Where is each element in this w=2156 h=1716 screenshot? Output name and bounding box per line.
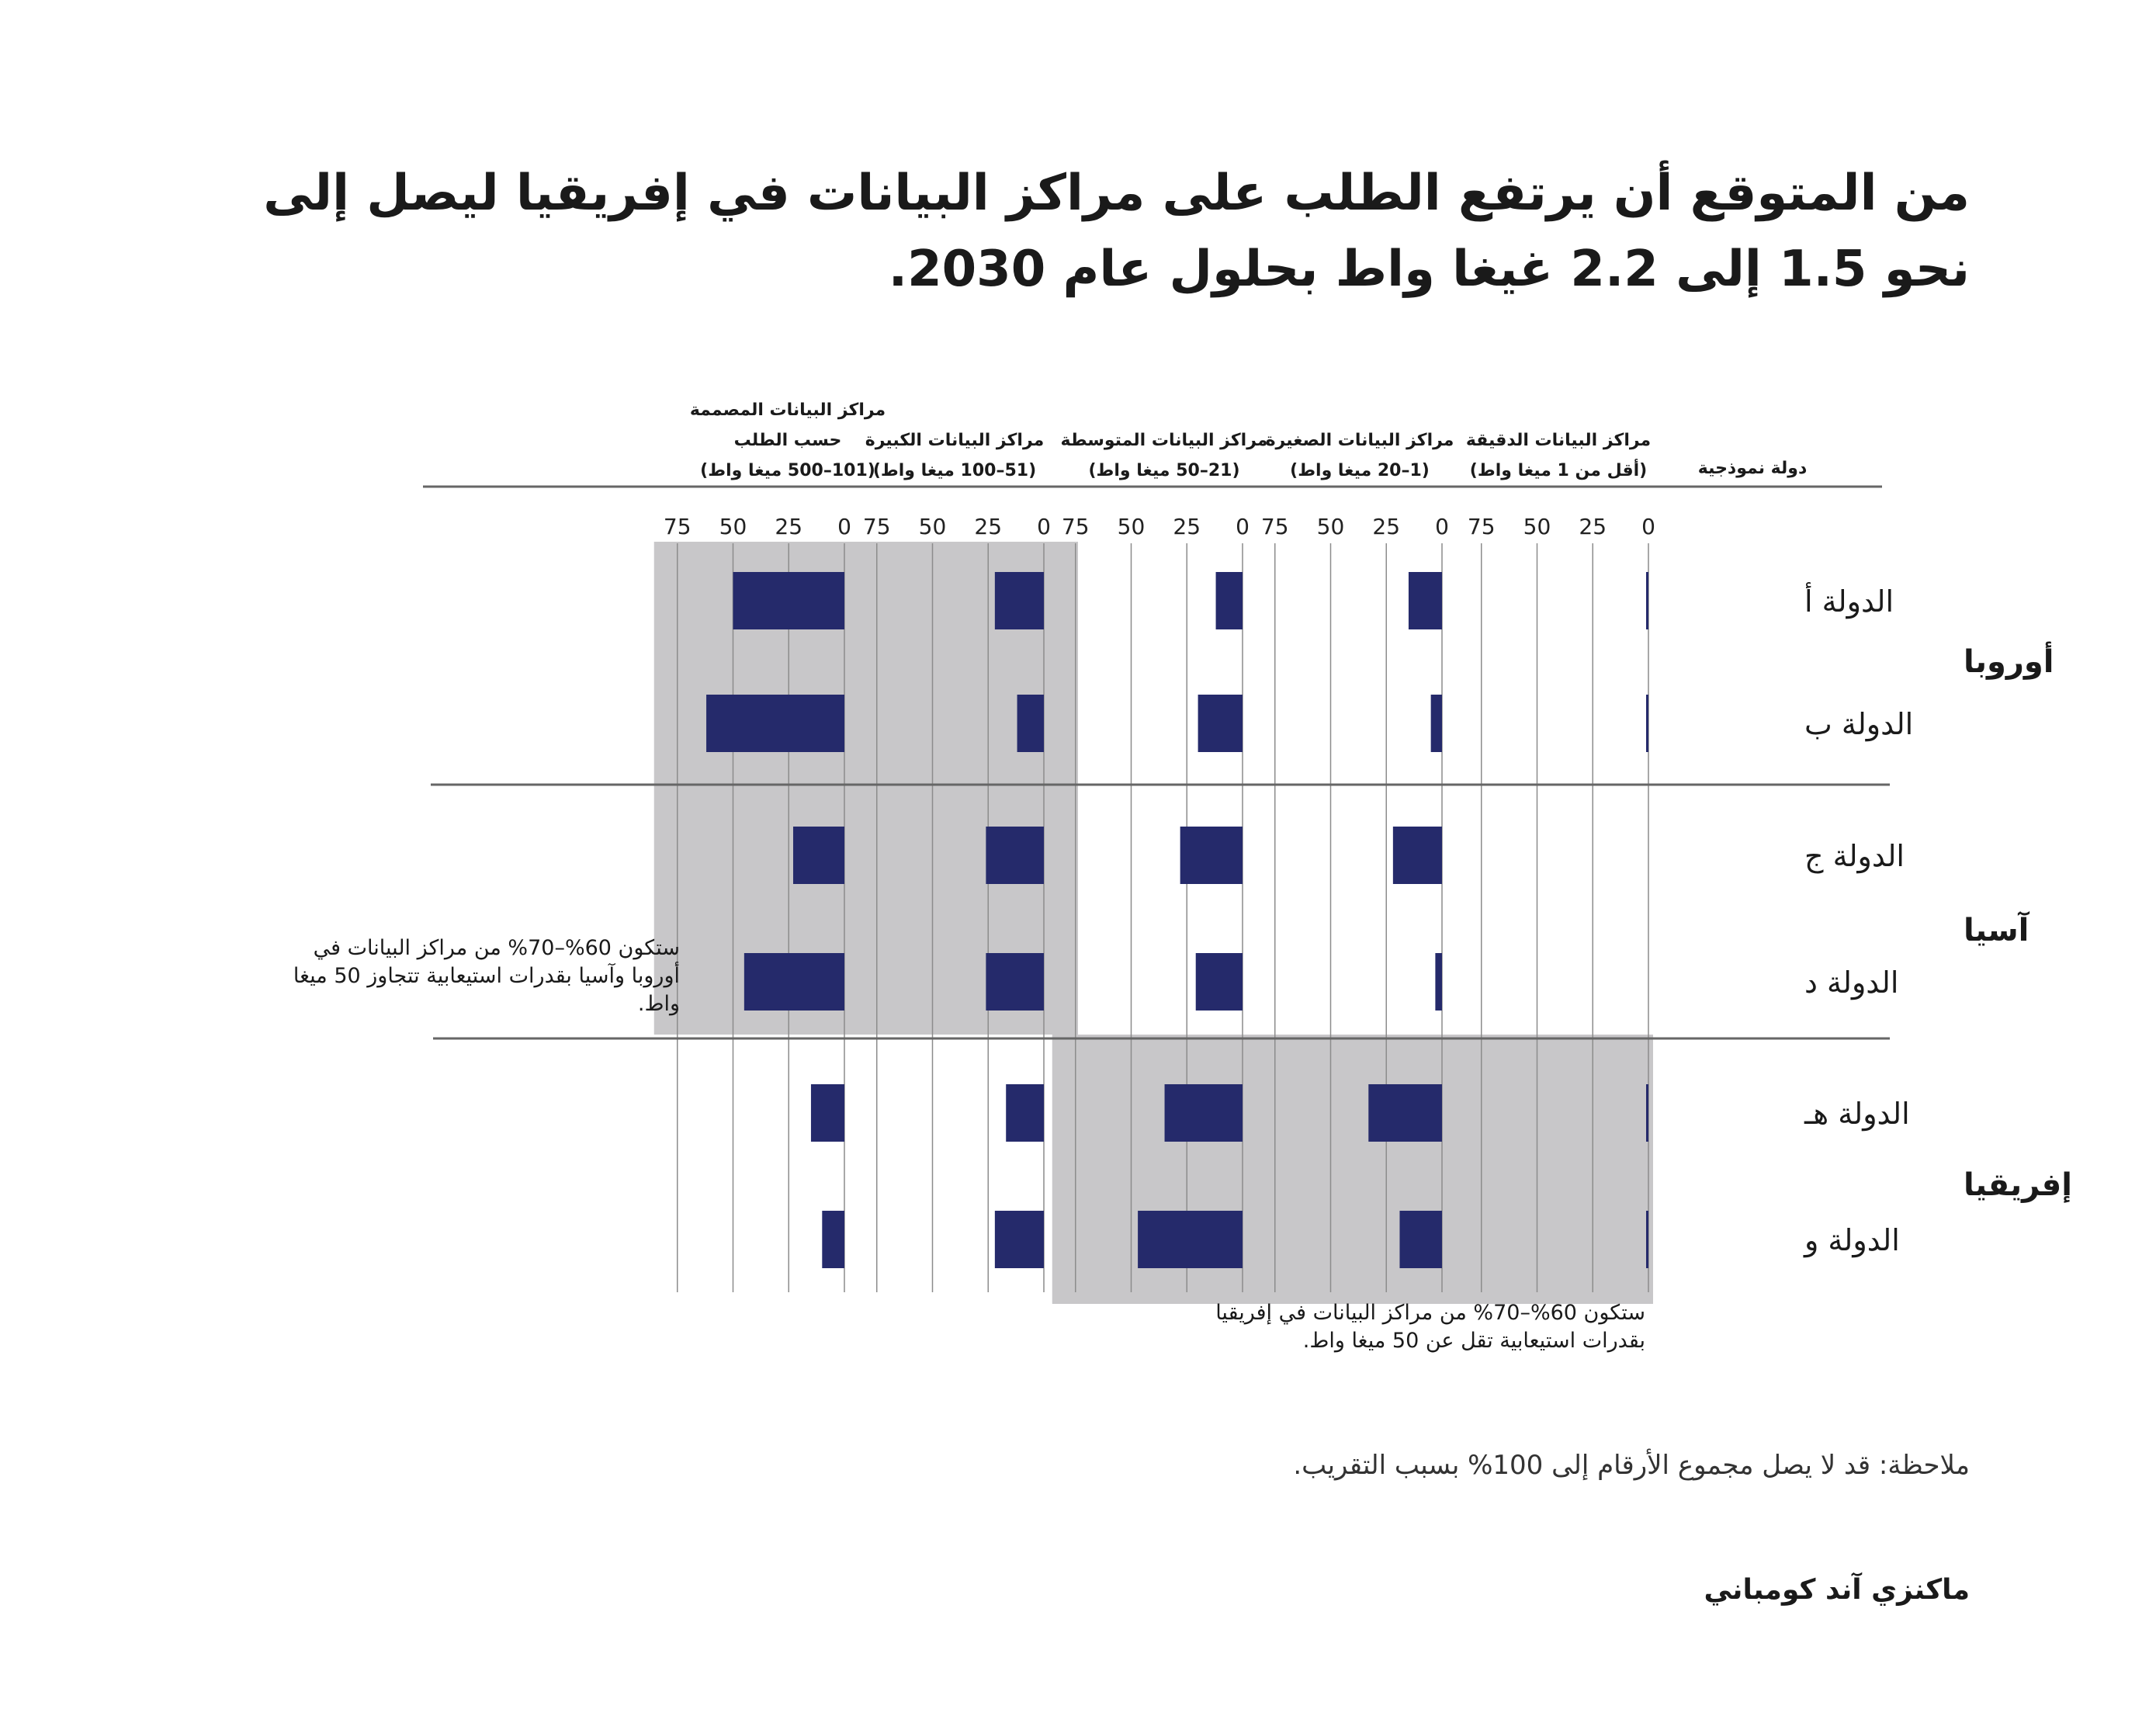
bar xyxy=(1399,1211,1442,1268)
bar xyxy=(1393,827,1442,884)
tick-label: 50 xyxy=(1316,514,1345,539)
country-label: الدولة د xyxy=(1804,965,1899,1000)
bar xyxy=(1017,695,1044,752)
region-label: آسيا xyxy=(1964,913,2029,948)
bar xyxy=(1646,695,1648,752)
bar xyxy=(1646,572,1648,629)
tick-label: 50 xyxy=(719,514,747,539)
row-header: دولة نموذجية xyxy=(1697,459,1808,478)
panel-header: مراكز البيانات الكبيرة xyxy=(865,431,1045,450)
annotation-africa: ستكون 60%–70% من مراكز البيانات في إفريقيا بقدرات استيعابية تقل عن 50 ميغا واط. xyxy=(1215,1301,1645,1353)
panel-header: (1–20 ميغا واط) xyxy=(1290,461,1430,480)
country-label: الدولة ب xyxy=(1804,707,1914,741)
bar xyxy=(1006,1084,1044,1142)
tick-label: 0 xyxy=(1435,514,1449,539)
bar xyxy=(706,695,844,752)
panel-header: (51–100 ميغا واط) xyxy=(872,461,1037,480)
region-label: إفريقيا xyxy=(1964,1167,2072,1203)
bar xyxy=(1431,695,1442,752)
bar xyxy=(986,827,1044,884)
tick-label: 75 xyxy=(862,514,891,539)
highlight-region xyxy=(1458,1035,1653,1304)
chart-note: ملاحظة: قد لا يصل مجموع الأرقام إلى 100% بسبب التقريب. xyxy=(1293,1450,1970,1481)
bar xyxy=(1435,953,1442,1011)
bar xyxy=(1646,1084,1648,1142)
bar xyxy=(1196,953,1243,1011)
source-label: ماكنزي آند كومباني xyxy=(1704,1574,1970,1606)
panel-header: حسب الطلب xyxy=(733,431,842,450)
tick-label: 25 xyxy=(1579,514,1607,539)
tick-label: 25 xyxy=(974,514,1003,539)
bar xyxy=(811,1084,844,1142)
region-label: أوروبا xyxy=(1964,644,2054,680)
tick-label: 25 xyxy=(775,514,803,539)
bar xyxy=(1198,695,1243,752)
bar xyxy=(822,1211,844,1268)
country-label: الدولة ج xyxy=(1804,839,1905,873)
tick-label: 0 xyxy=(837,514,851,539)
panel-header: مراكز البيانات المصممة xyxy=(689,400,886,420)
country-label: الدولة و xyxy=(1804,1223,1900,1257)
bar xyxy=(1180,827,1243,884)
chart-title: من المتوقع أن يرتفع الطلب على مراكز البيانات في إفريقيا ليصل إلى نحو 1.5 إلى 2.2 غيغا واط بحلول عام 2030. xyxy=(263,165,1970,298)
panel-header: مراكز البيانات المتوسطة xyxy=(1060,431,1268,450)
tick-label: 75 xyxy=(1260,514,1289,539)
bar xyxy=(1368,1084,1442,1142)
annotation-europe-asia: ستكون 60%–70% من مراكز البيانات في أوروبا وآسيا بقدرات استيعابية تتجاوز 50 ميغا واط. xyxy=(293,936,680,1016)
country-label: الدولة أ xyxy=(1804,584,1894,619)
tick-label: 25 xyxy=(1173,514,1201,539)
country-label: الدولة هـ xyxy=(1804,1097,1910,1131)
bar xyxy=(995,1211,1044,1268)
highlight-blocks xyxy=(654,542,1653,1304)
tick-label: 75 xyxy=(1061,514,1090,539)
tick-label: 0 xyxy=(1236,514,1250,539)
tick-label: 25 xyxy=(1372,514,1401,539)
tick-label: 50 xyxy=(918,514,947,539)
bar xyxy=(1216,572,1243,629)
bar xyxy=(1646,1211,1648,1268)
panel-header: مراكز البيانات الصغيرة xyxy=(1265,431,1454,450)
bar xyxy=(733,572,845,629)
tick-label: 75 xyxy=(1467,514,1496,539)
tick-label: 50 xyxy=(1117,514,1146,539)
bar xyxy=(1409,572,1442,629)
tick-label: 50 xyxy=(1523,514,1551,539)
bar xyxy=(1138,1211,1243,1268)
bar xyxy=(744,953,844,1011)
tick-label: 0 xyxy=(1037,514,1051,539)
bar xyxy=(986,953,1044,1011)
panel-header: (101–500 ميغا واط) xyxy=(700,461,875,480)
panel-header: (21–50 ميغا واط) xyxy=(1088,461,1240,480)
bar xyxy=(995,572,1044,629)
tick-label: 75 xyxy=(663,514,692,539)
bar xyxy=(1165,1084,1243,1142)
panel-header: (أقل من 1 ميغا واط) xyxy=(1469,461,1648,480)
tick-label: 0 xyxy=(1641,514,1655,539)
bar xyxy=(793,827,844,884)
panel-header: مراكز البيانات الدقيقة xyxy=(1465,431,1652,450)
